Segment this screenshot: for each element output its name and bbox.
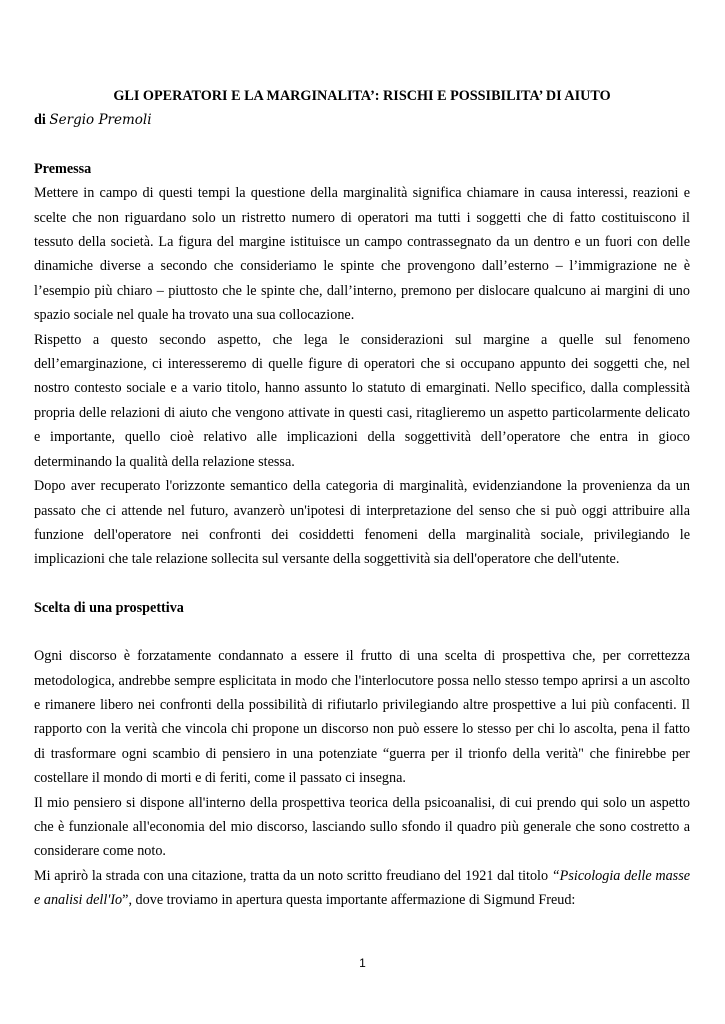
document-page bbox=[34, 84, 690, 913]
paragraph: Ogni discorso è forzatamente condannato a essere il frutto di una scelta di prospettiva che, per correttezza metodologica, andrebbe sempre esplicitata in modo che l'interlocutore possa nello stesso tempo aprirsi a un ascolto e rimanere libero nei confronti della possibilità di rifiutarlo privilegiando altre prospettive a lui più confacenti. Il rapporto con la verità che vincola chi propone un discorso non può essere lo stesso per chi lo ascolta, pena il fatto di trasformare ogni scambio di pensiero in una potenziate “guerra per il trionfo della verità" che finirebbe per costellare il mondo di morti e di feriti, come il passato ci insegna. bbox=[34, 648, 690, 787]
paragraph-with-citation bbox=[34, 864, 690, 913]
paragraph: Dopo aver recuperato l'orizzonte semantico della categoria di marginalità, evidenziandone la provenienza da un passato che ci attende nel futuro, avanzerò un'ipotesi di interpretazione del senso che si può oggi attribuire alla funzione dell'operatore nei confronti dei cosiddetti fenomeni della marginalità sociale, privilegiando le implicazioni che tale relazione sollecita sul versante della soggettività sia dell'operatore che dell'utente. bbox=[34, 478, 690, 568]
cited-work-title: “Psicologia delle masse e analisi dell'Io bbox=[34, 867, 691, 909]
document-title: GLI OPERATORI E LA MARGINALITA’: RISCHI E POSSIBILITA’ DI AIUTO bbox=[113, 88, 611, 104]
citation-lead-in: Mi aprirò la strada con una citazione, tratta da un noto scritto freudiano del 1921 dal titolo bbox=[34, 867, 552, 884]
paragraph: Rispetto a questo secondo aspetto, che lega le considerazioni sul margine a quelle sul fenomeno dell’emarginazione, ci interesseremo di quelle figure di operatori che si occupano appunto dei soggetti che, nel nostro contesto sociale e a vario titolo, hanno assunto lo statuto di emarginati. Nello specifico, dalla complessità propria delle relazioni di aiuto che vengono attivate in questi casi, ritaglieremo un aspetto particolarmente delicato e importante, quello cioè relativo alle implicazioni della soggettività dell’operatore che entra in gioco determinando la qualità della relazione stessa. bbox=[34, 331, 690, 470]
section-heading-scelta: Scelta di una prospettiva bbox=[34, 599, 184, 616]
author-name: Sergio Premoli bbox=[49, 112, 152, 129]
citation-follow: ”, dove troviamo in apertura questa importante affermazione di Sigmund Freud: bbox=[122, 892, 576, 909]
paragraph: Mettere in campo di questi tempi la questione della marginalità significa chiamare in causa interessi, reazioni e scelte che non riguardano solo un ristretto numero di operatori ma tutti i soggetti che di fatto costituiscono il tessuto della società. La figura del margine istituisce un campo contrassegnato da un dentro e un fuori con delle dinamiche diverse a secondo che consideriamo le spinte che provengono dall’esterno – l’immigrazione ne è l’esempio più chiaro – piuttosto che le spinte che, dall’interno, premono per dislocare qualcuno ai margini di uno spazio sociale nel quale ha trovato una sua collocazione. bbox=[34, 185, 690, 324]
byline bbox=[34, 108, 690, 132]
page-number: 1 bbox=[359, 956, 366, 970]
byline-prefix: di bbox=[34, 112, 46, 129]
section-heading-premessa: Premessa bbox=[34, 160, 92, 177]
paragraph: Il mio pensiero si dispone all'interno della prospettiva teorica della psicoanalisi, di cui prendo qui solo un aspetto che è funzionale all'economia del mio discorso, lasciando sullo sfondo il quadro più generale che sono costretto a considerare come noto. bbox=[34, 794, 690, 860]
